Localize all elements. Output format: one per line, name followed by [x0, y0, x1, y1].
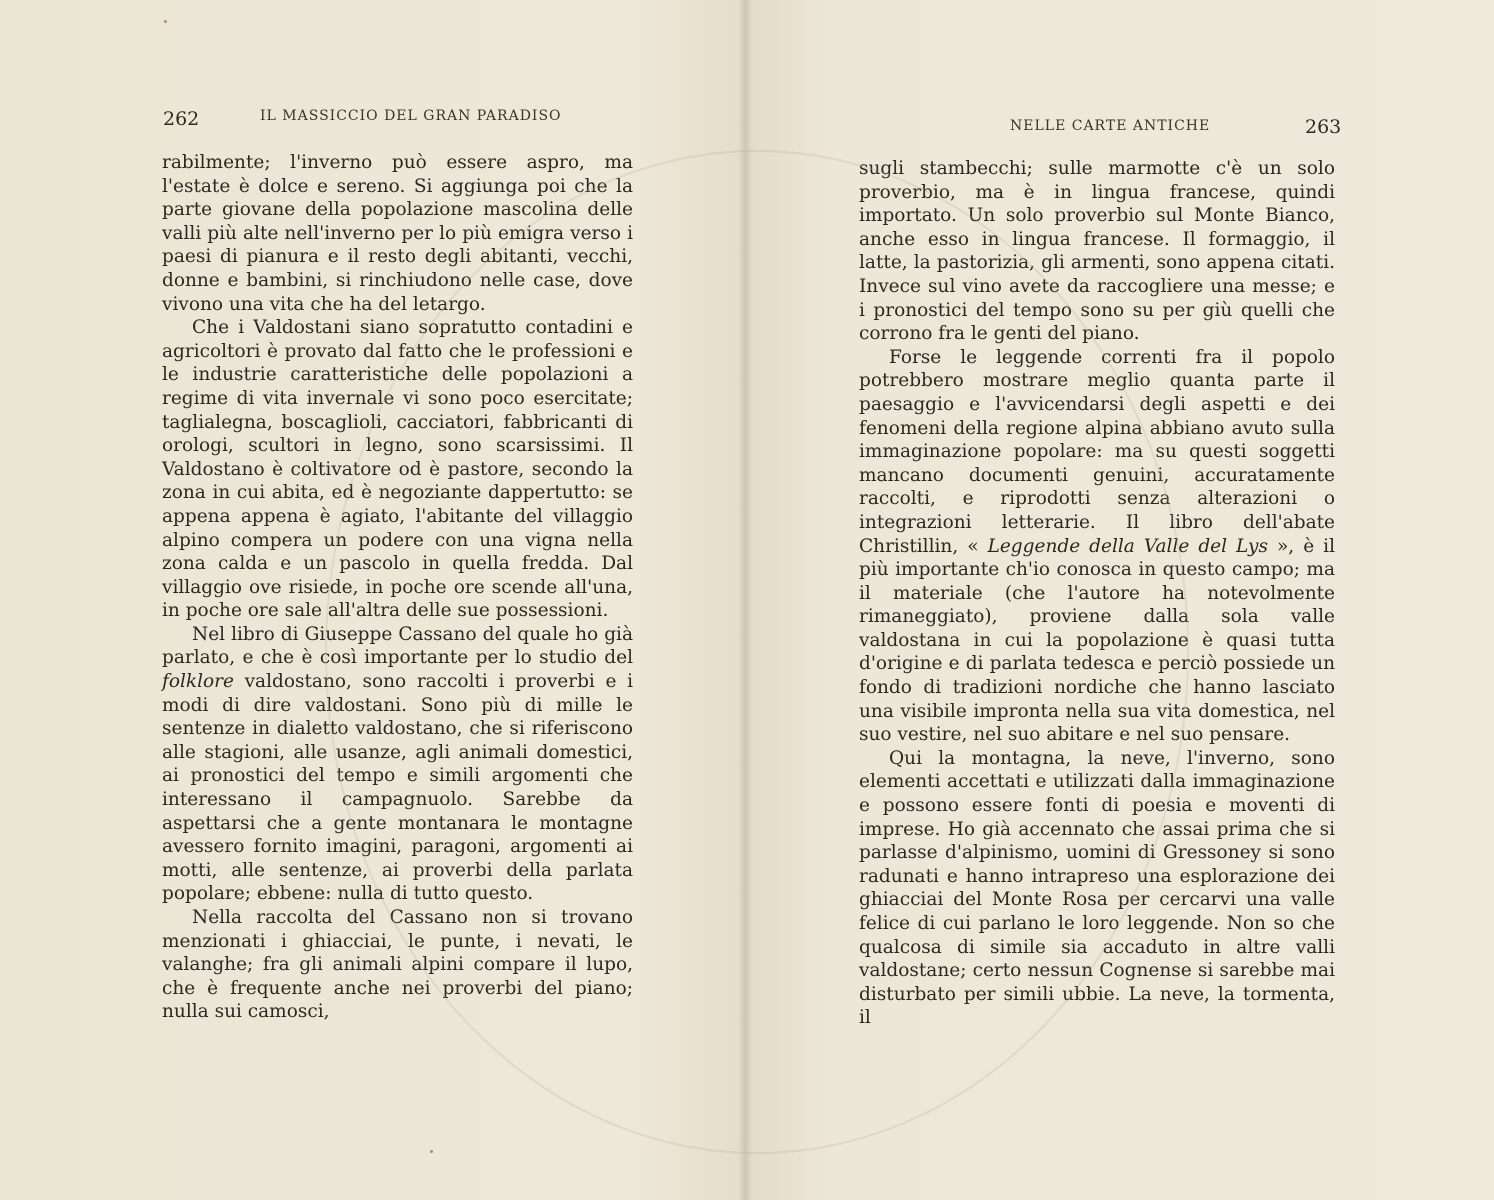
paragraph: rabilmente; l'inverno può essere aspro, ma l'estate è dolce e sereno. Si aggiunga poi che la parte giovane della popolazione mascolina delle valli più alte nell'inverno per lo più emigra verso i paesi di pianura e il resto degli abitanti, vecchi, donne e bambini, si rinchiudono nelle case, dove vivono una vita che ha del letargo. [162, 152, 633, 315]
page-number-left: 262 [163, 108, 200, 130]
left-text-column [162, 151, 633, 1024]
right-page [745, 0, 1494, 1200]
running-head-right: NELLE CARTE ANTICHE [1010, 118, 1211, 134]
italic-term: folklore [162, 671, 234, 693]
text-run: valdostano, sono raccolti i proverbi e i modi di dire valdostani. Sono più di mille le sentenze in dialetto valdostano, che si riferiscono alle stagioni, alle usanze, agli animali domestici, ai pronostici del tempo e simili argomenti che interessano il campagnuolo. Sarebbe da aspettarsi che a gente montanara le montagne avessero fornito imagini, paragoni, argomenti ai motti, alle sentenze, ai proverbi della parlata popolare; ebbene: nulla di tutto questo. [162, 671, 633, 905]
running-head-left: IL MASSICCIO DEL GRAN PARADISO [260, 108, 562, 124]
text-run: », è il più importante ch'io conosca in questo campo; ma il materiale (che l'autore ha notevolmente rimaneggiato), proviene dalla sola valle valdostana in cui la popolazione è quasi tutta d'origine e di parlata tedesca e perciò possiede un fondo di tradizioni nordiche che hanno lasciato una visibile impronta nella sua vita domestica, nel suo vestire, nel suo abitare e nel suo pensare. [859, 535, 1335, 746]
text-run: Forse le leggende correnti fra il popolo potrebbero mostrare meglio quanta parte il paesaggio e l'avvicendarsi degli aspetti e dei fenomeni della regione alpina abbiano avuto sulla immaginazione popolare: ma su questi soggetti mancano documenti genuini, accuratamente raccolti, e riprodotti senza alterazioni o integrazioni letterarie. Il libro dell'abate Christillin, « [859, 346, 1335, 557]
paragraph: Che i Valdostani siano sopratutto contadini e agricoltori è provato dal fatto che le professioni e le industrie caratteristiche delle popolazioni a regime di vita invernale vi sono poco esercitate; taglialegna, boscaglioli, cacciatori, fabbricanti di orologi, scultori in legno, sono scarsissimi. Il Valdostano è coltivatore od è pastore, secondo la zona in cui abita, ed è negoziante dappertutto: se appena appena è agiato, l'abitante del villaggio alpino compera un podere con una vigna nella zona calda e un pascolo in quella fredda. Dal villaggio ove risiede, in poche ore scende all'una, in poche ore sale all'altra delle sue possessioni. [162, 317, 633, 622]
italic-title: Leggende della Valle del Lys [987, 535, 1268, 557]
text-run: Nel libro di Giuseppe Cassano del quale ho già parlato, e che è così importante per lo studio del [162, 623, 633, 669]
paragraph [859, 346, 1335, 747]
paragraph: Qui la montagna, la neve, l'inverno, sono elementi accettati e utilizzati dalla immaginazione e possono essere fonti di poesia e moventi di imprese. Ho già accennato che assai prima che si parlasse d'alpinismo, uomini di Gressoney si sono radunati e hanno intrapreso una esplorazione dei ghiacciai del Monte Rosa per cercarvi una valle felice di cui parlano le loro leggende. Non so che qualcosa di simile sia accaduto in altre valli valdostane; certo nessun Cognense si sarebbe mai disturbato per simili ubbie. La neve, la tormenta, il [859, 747, 1335, 1029]
speck [430, 1150, 433, 1153]
left-page [0, 0, 745, 1200]
paragraph: Nella raccolta del Cassano non si trovano menzionati i ghiacciai, le punte, i nevati, le valanghe; fra gli animali alpini compare il lupo, che è frequente anche nei proverbi del piano; nulla sui camosci, [162, 907, 633, 1023]
paragraph [162, 623, 633, 906]
page-number-right: 263 [1305, 116, 1342, 138]
right-text-column [859, 157, 1335, 1030]
paragraph: sugli stambecchi; sulle marmotte c'è un solo proverbio, ma è in lingua francese, quindi importato. Un solo proverbio sul Monte Bianco, anche esso in lingua francese. Il formaggio, il latte, la pastorizia, gli armenti, sono appena citati. Invece sul vino avete da raccogliere una messe; e i pronostici del tempo sono su per giù quelli che corrono fra le genti del piano. [859, 158, 1335, 345]
speck [164, 20, 167, 23]
book-gutter [738, 0, 752, 1200]
